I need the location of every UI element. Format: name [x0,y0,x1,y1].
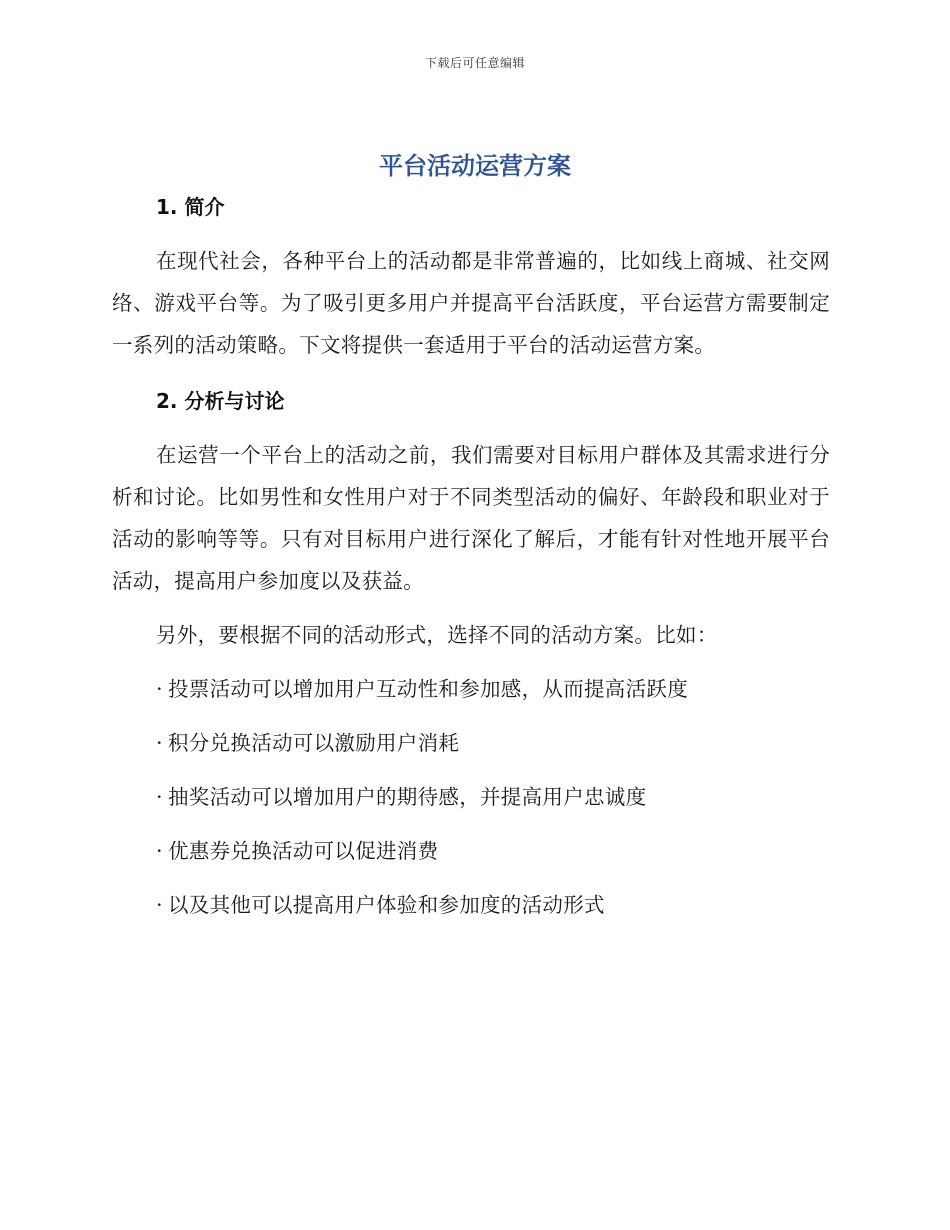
header-note: 下载后可任意编辑 [424,56,525,70]
bullet-dot: · [156,839,163,863]
list-item: · 以及其他可以提高用户体验和参加度的活动形式 [112,884,830,926]
list-item: · 投票活动可以增加用户互动性和参加感，从而提高活跃度 [112,668,830,710]
paragraph: 在现代社会，各种平台上的活动都是非常普遍的，比如线上商城、社交网络、游戏平台等。为了吸引更多用户并提高平台活跃度，平台运营方需要制定一系列的活动策略。下文将提供一套适用于平台的活动运营方案。 [112,249,830,357]
section-heading-analysis: 2. 分析与讨论 [156,389,285,413]
bullet-dot: · [156,893,163,917]
bullet-list [112,668,830,926]
paragraph: 另外，要根据不同的活动形式，选择不同的活动方案。比如： [156,623,718,647]
list-item: · 抽奖活动可以增加用户的期待感，并提高用户忠诚度 [112,776,830,818]
list-item: · 优惠券兑换活动可以促进消费 [112,830,830,872]
list-item: · 积分兑换活动可以激励用户消耗 [112,722,830,764]
document-title: 平台活动运营方案 [379,152,571,180]
section-intro [112,190,830,366]
section-heading-intro: 1. 简介 [156,195,225,219]
bullet-dot: · [156,677,163,701]
bullet-dot: · [156,731,163,755]
bullet-dot: · [156,785,163,809]
section-analysis [112,384,830,926]
paragraph: 在运营一个平台上的活动之前，我们需要对目标用户群体及其需求进行分析和讨论。比如男性和女性用户对于不同类型活动的偏好、年龄段和职业对于活动的影响等等。只有对目标用户进行深化了解后，才能有针对性地开展平台活动，提高用户参加度以及获益。 [112,443,830,593]
